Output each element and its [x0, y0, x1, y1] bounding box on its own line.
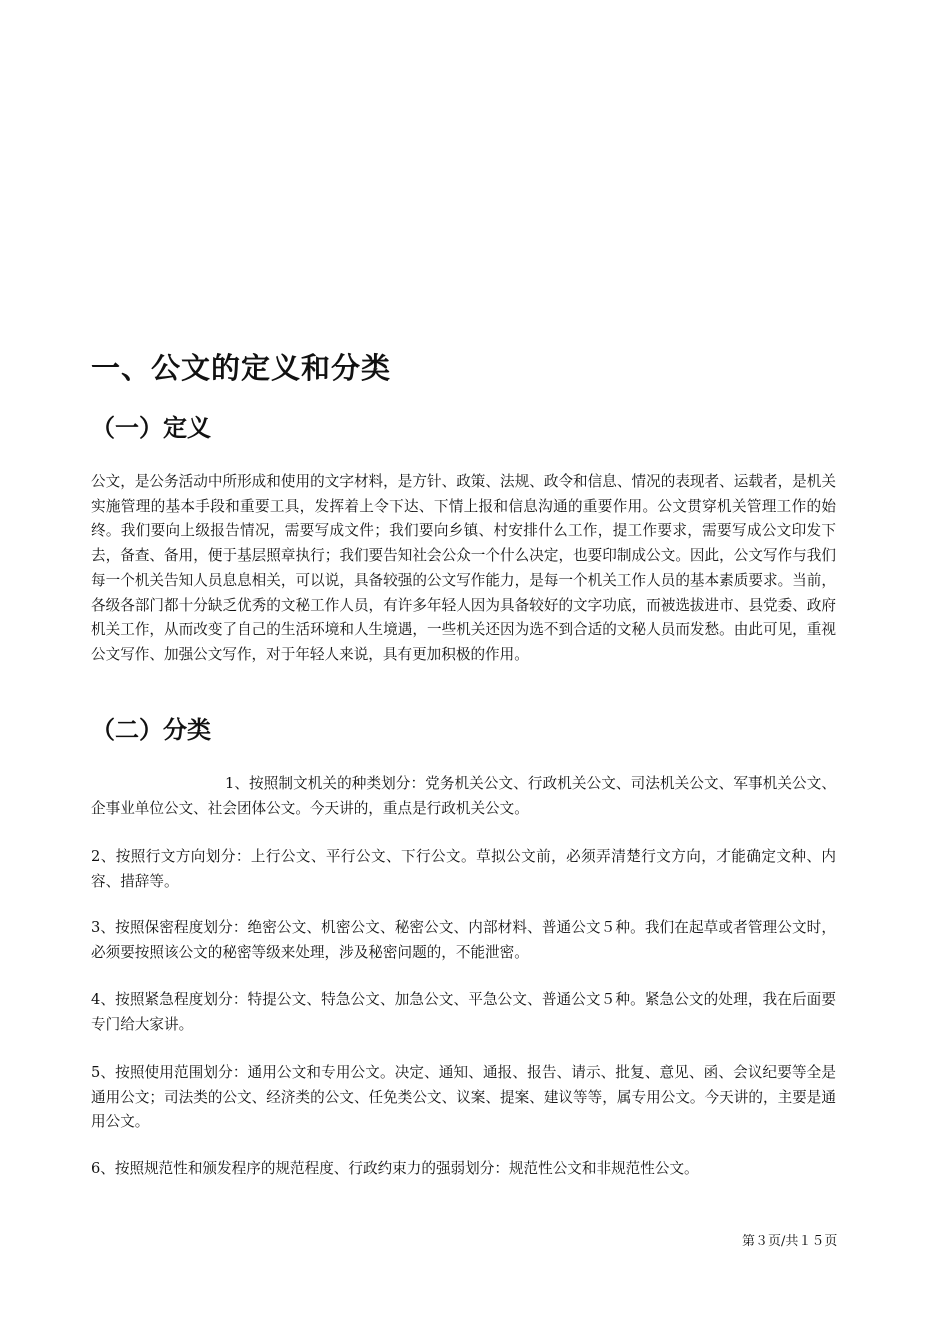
section-definition-title: （一）定义	[91, 414, 211, 442]
classification-item-1: 1、按照制文机关的种类划分：党务机关公文、行政机关公文、司法机关公文、军事机关公文、企事业单位公文、社会团体公文。今天讲的，重点是行政机关公文。	[91, 775, 836, 817]
classification-item-6: 6、按照规范性和颁发程序的规范程度、行政约束力的强弱划分：规范性公文和非规范性公文。	[91, 1160, 699, 1177]
classification-item-2: 2、按照行文方向划分：上行公文、平行公文、下行公文。草拟公文前，必须弄清楚行文方向，才能确定文种、内容、措辞等。	[91, 848, 836, 890]
definition-paragraph: 公文，是公务活动中所形成和使用的文字材料，是方针、政策、法规、政令和信息、情况的表现者、运载者，是机关实施管理的基本手段和重要工具，发挥着上令下达、下情上报和信息沟通的重要作用。公文贯穿机关管理工作的始终。我们要向上级报告情况，需要写成文件；我们要向乡镇、村安排什么工作，提工作要求，需要写成公文印发下去，备查、备用，便于基层照章执行；我们要告知社会公众一个什么决定，也要印制成公文。因此，公文写作与我们每一个机关告知人员息息相关，可以说，具备较强的公文写作能力，是每一个机关工作人员的基本素质要求。当前，各级各部门都十分缺乏优秀的文秘工作人员，有许多年轻人因为具备较好的文字功底，而被选拔进市、县党委、政府机关工作，从而改变了自己的生活环境和人生境遇，一些机关还因为选不到合适的文秘人员而发愁。由此可见，重视公文写作、加强公文写作，对于年轻人来说，具有更加积极的作用。	[91, 473, 836, 663]
classification-item-4: 4、按照紧急程度划分：特提公文、特急公文、加急公文、平急公文、普通公文５种。紧急公文的处理，我在后面要专门给大家讲。	[91, 991, 836, 1033]
classification-item-5: 5、按照使用范围划分：通用公文和专用公文。决定、通知、通报、报告、请示、批复、意见、函、会议纪要等全是通用公文；司法类的公文、经济类的公文、任免类公文、议案、提案、建议等等，属专用公文。今天讲的，主要是通用公文。	[91, 1064, 836, 1131]
page-number-footer: 第３页/共１５页	[742, 1234, 838, 1249]
classification-item-3: 3、按照保密程度划分：绝密公文、机密公文、秘密公文、内部材料、普通公文５种。我们在起草或者管理公文时，必须要按照该公文的秘密等级来处理，涉及秘密问题的，不能泄密。	[91, 919, 836, 961]
main-heading: 一、公文的定义和分类	[91, 351, 392, 385]
section-classification-title: （二）分类	[91, 716, 211, 744]
